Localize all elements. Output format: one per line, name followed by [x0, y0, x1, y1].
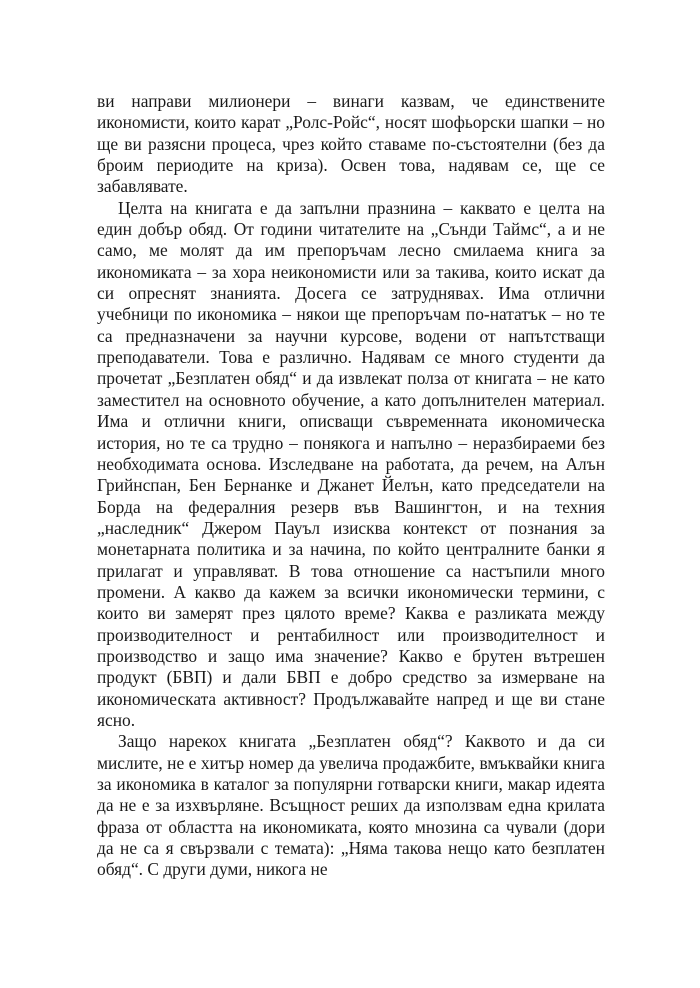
paragraph-book-purpose: Целта на книгата е да запълни празнина – каквато е целта на един добър обяд. От години читателите на „Сънди Таймс“, а и не само, ме молят да им препоръчам лесно смилаема книга за икономиката – за хора неикономисти или за такива, които искат да си опреснят знанията. Досега се затруднявах. Има отлични учебници по икономика – някои ще препоръчам по-нататък – но те са предназначени за научни курсове, водени от напътстващи преподаватели. Това е различно. Надявам се много студенти да прочетат „Безплатен обяд“ и да извлекат полза от книгата – не като заместител на основното обучение, а като допълнителен материал. Има и отлични книги, описващи съвременната икономическа история, но те са трудно – понякога и напълно – неразбираеми без необходимата основа. Изследване на работата, да речем, на Алън Грийнспан, Бен Бернанке и Джанет Йелън, като председатели на Борда на федералния резерв във Вашингтон, и на техния „наследник“ Джером Пауъл изисква контекст от познания за монетарната политика и за начина, по който централните банки я прилагат и управляват. В това отношение са настъпили много промени. А какво да кажем за всички икономически термини, с които ви замерят през цялото време? Каква е разликата между производителност и рентабилност или производителност и производство и защо има значение? Какво е брутен вътрешен продукт (БВП) и дали БВП е добро средство за измерване на икономическата активност? Продължавайте напред и ще ви стане ясно. — [97, 197, 605, 730]
body-text — [97, 91, 605, 881]
paragraph-title-explanation: Защо нарекох книгата „Безплатен обяд“? Каквото и да си мислите, не е хитър номер да увелича продажбите, вмъквайки книга за икономика в каталог за популярни готварски книги, макар идеята да не е за изхвърляне. Всъщност реших да използвам една крилата фраза от областта на икономиката, която мнозина са чували (дори да не са я свързвали с темата): „Няма такова нещо като безплатен обяд“. С други думи, никога не — [97, 731, 605, 880]
paragraph-continuation: ви направи милионери – винаги казвам, че единствените икономисти, които карат „Ролс-Ройс“, носят шофьорски шапки – но ще ви разясни процеса, чрез който ставаме по-състоятелни (без да броим периодите на криза). Освен това, надявам се, ще се забавлявате. — [97, 91, 605, 197]
